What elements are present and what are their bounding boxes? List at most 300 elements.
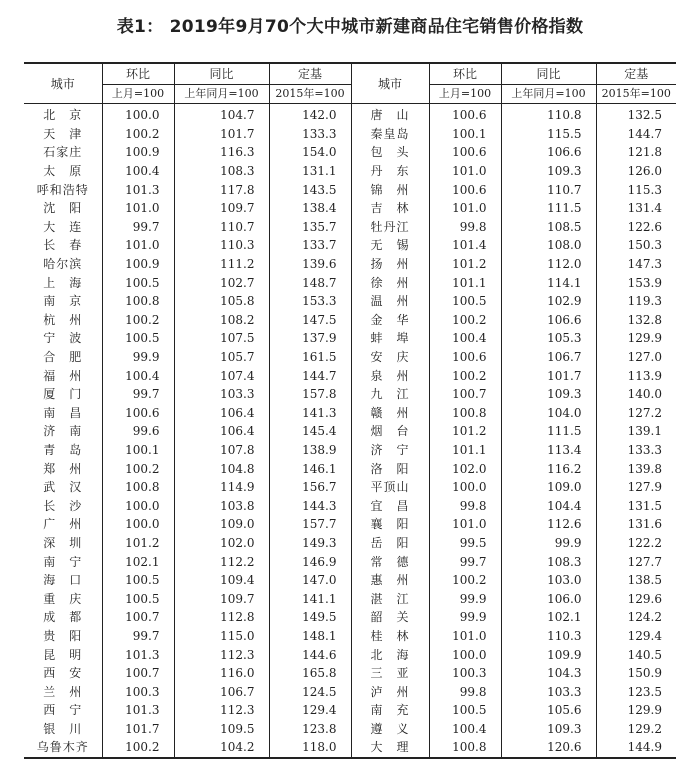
cell-yoy-left: 107.4 xyxy=(174,366,269,385)
cell-mom-left: 101.0 xyxy=(102,236,174,255)
cell-mom-left: 100.2 xyxy=(102,738,174,758)
cell-fixed-left: 124.5 xyxy=(269,682,351,701)
table-body xyxy=(24,104,676,758)
cell-mom-left: 100.5 xyxy=(102,273,174,292)
cell-city-right: 赣 州 xyxy=(351,404,429,423)
cell-city-left: 兰 州 xyxy=(43,684,83,699)
cell-fixed-left: 148.7 xyxy=(269,273,351,292)
table-row xyxy=(24,682,676,701)
cell-fixed-left: 153.3 xyxy=(269,292,351,311)
header-fixed-base-left: 2015年=100 xyxy=(269,85,351,104)
cell-city-right: 平顶山 xyxy=(351,478,429,497)
cell-yoy-left: 112.3 xyxy=(174,645,269,664)
cell-yoy-right: 116.2 xyxy=(501,459,596,478)
cell-mom-right: 99.7 xyxy=(429,552,501,571)
cell-mom-right: 99.8 xyxy=(429,682,501,701)
cell-yoy-left: 104.8 xyxy=(174,459,269,478)
cell-mom-left: 100.3 xyxy=(102,682,174,701)
table-row xyxy=(24,738,676,758)
cell-city-left: 石家庄 xyxy=(43,145,83,160)
cell-yoy-right: 110.8 xyxy=(501,104,596,125)
cell-mom-left: 100.4 xyxy=(102,366,174,385)
cell-city-left: 青 岛 xyxy=(43,442,83,457)
cell-fixed-left: 137.9 xyxy=(269,329,351,348)
cell-yoy-left: 106.7 xyxy=(174,682,269,701)
cell-fixed-left: 147.5 xyxy=(269,311,351,330)
cell-mom-left: 100.5 xyxy=(102,589,174,608)
cell-city-right: 包 头 xyxy=(351,143,429,162)
cell-mom-right: 100.8 xyxy=(429,404,501,423)
cell-fixed-left: 138.9 xyxy=(269,441,351,460)
cell-mom-right: 101.4 xyxy=(429,236,501,255)
cell-fixed-left: 145.4 xyxy=(269,422,351,441)
cell-yoy-left: 108.3 xyxy=(174,162,269,181)
table-row xyxy=(24,385,676,404)
cell-city-left: 广 州 xyxy=(43,517,83,532)
table-row xyxy=(24,329,676,348)
cell-fixed-left: 156.7 xyxy=(269,478,351,497)
cell-yoy-left: 109.0 xyxy=(174,515,269,534)
cell-city-right: 三 亚 xyxy=(351,664,429,683)
cell-fixed-left: 146.9 xyxy=(269,552,351,571)
cell-city-right: 牡丹江 xyxy=(351,218,429,237)
cell-mom-right: 99.8 xyxy=(429,218,501,237)
cell-mom-right: 101.0 xyxy=(429,199,501,218)
cell-yoy-left: 106.4 xyxy=(174,404,269,423)
cell-yoy-left: 103.8 xyxy=(174,496,269,515)
table-row xyxy=(24,404,676,423)
cell-city-right: 桂 林 xyxy=(351,627,429,646)
cell-fixed-right: 127.7 xyxy=(596,552,676,571)
cell-city-left: 济 南 xyxy=(43,424,83,439)
cell-fixed-left: 139.6 xyxy=(269,255,351,274)
cell-fixed-right: 132.5 xyxy=(596,104,676,125)
cell-yoy-right: 108.5 xyxy=(501,218,596,237)
cell-city-left: 乌鲁木齐 xyxy=(36,740,89,755)
cell-yoy-left: 105.7 xyxy=(174,348,269,367)
cell-city-right: 烟 台 xyxy=(351,422,429,441)
price-index-table xyxy=(24,62,676,759)
cell-fixed-right: 147.3 xyxy=(596,255,676,274)
cell-mom-right: 100.2 xyxy=(429,311,501,330)
cell-fixed-right: 139.8 xyxy=(596,459,676,478)
cell-city-left: 南 京 xyxy=(43,294,83,309)
cell-city-right: 岳 阳 xyxy=(351,534,429,553)
cell-fixed-right: 121.8 xyxy=(596,143,676,162)
cell-mom-left: 101.3 xyxy=(102,701,174,720)
cell-city-right: 济 宁 xyxy=(351,441,429,460)
table-row xyxy=(24,348,676,367)
table-row xyxy=(24,236,676,255)
cell-mom-right: 101.0 xyxy=(429,627,501,646)
cell-mom-right: 100.0 xyxy=(429,645,501,664)
cell-city-left: 重 庆 xyxy=(43,591,83,606)
cell-fixed-right: 140.0 xyxy=(596,385,676,404)
cell-fixed-left: 133.7 xyxy=(269,236,351,255)
header-mom-base-left: 上月=100 xyxy=(102,85,174,104)
cell-fixed-right: 139.1 xyxy=(596,422,676,441)
cell-yoy-left: 102.0 xyxy=(174,534,269,553)
cell-fixed-right: 113.9 xyxy=(596,366,676,385)
cell-fixed-left: 131.1 xyxy=(269,162,351,181)
header-fixed-base-right: 2015年=100 xyxy=(596,85,676,104)
table-row xyxy=(24,496,676,515)
cell-yoy-left: 110.3 xyxy=(174,236,269,255)
cell-city-left: 昆 明 xyxy=(43,647,83,662)
cell-fixed-right: 129.9 xyxy=(596,329,676,348)
cell-yoy-left: 104.7 xyxy=(174,104,269,125)
cell-yoy-left: 107.5 xyxy=(174,329,269,348)
cell-yoy-right: 112.6 xyxy=(501,515,596,534)
cell-city-left: 海 口 xyxy=(43,573,83,588)
cell-fixed-right: 150.9 xyxy=(596,664,676,683)
table-row xyxy=(24,125,676,144)
cell-city-left: 天 津 xyxy=(43,126,83,141)
table-row xyxy=(24,441,676,460)
cell-yoy-left: 117.8 xyxy=(174,180,269,199)
header-yoy-base-right: 上年同月=100 xyxy=(501,85,596,104)
cell-yoy-right: 113.4 xyxy=(501,441,596,460)
cell-fixed-right: 127.9 xyxy=(596,478,676,497)
cell-mom-left: 100.0 xyxy=(102,515,174,534)
cell-yoy-left: 109.7 xyxy=(174,589,269,608)
cell-mom-right: 101.2 xyxy=(429,422,501,441)
cell-city-right: 吉 林 xyxy=(351,199,429,218)
table-row xyxy=(24,571,676,590)
table-row xyxy=(24,255,676,274)
cell-mom-left: 101.7 xyxy=(102,720,174,739)
cell-city-right: 宜 昌 xyxy=(351,496,429,515)
cell-city-right: 泉 州 xyxy=(351,366,429,385)
cell-fixed-right: 119.3 xyxy=(596,292,676,311)
cell-fixed-right: 129.6 xyxy=(596,589,676,608)
cell-city-right: 大 理 xyxy=(351,738,429,758)
cell-yoy-right: 102.9 xyxy=(501,292,596,311)
cell-yoy-left: 103.3 xyxy=(174,385,269,404)
cell-fixed-right: 122.6 xyxy=(596,218,676,237)
table-row xyxy=(24,273,676,292)
cell-mom-right: 99.9 xyxy=(429,608,501,627)
cell-mom-right: 100.2 xyxy=(429,571,501,590)
cell-mom-right: 100.0 xyxy=(429,478,501,497)
cell-yoy-left: 109.5 xyxy=(174,720,269,739)
cell-city-left: 宁 波 xyxy=(43,331,83,346)
cell-city-right: 北 海 xyxy=(351,645,429,664)
cell-fixed-right: 129.4 xyxy=(596,627,676,646)
cell-fixed-right: 129.9 xyxy=(596,701,676,720)
cell-city-left: 沈 阳 xyxy=(43,201,83,216)
cell-fixed-right: 127.2 xyxy=(596,404,676,423)
cell-city-left: 太 原 xyxy=(43,164,83,179)
cell-mom-right: 101.2 xyxy=(429,255,501,274)
cell-fixed-right: 131.4 xyxy=(596,199,676,218)
cell-fixed-right: 126.0 xyxy=(596,162,676,181)
cell-yoy-right: 109.9 xyxy=(501,645,596,664)
cell-city-right: 唐 山 xyxy=(351,104,429,125)
cell-yoy-left: 111.2 xyxy=(174,255,269,274)
cell-mom-left: 99.9 xyxy=(102,348,174,367)
cell-yoy-right: 114.1 xyxy=(501,273,596,292)
table-row xyxy=(24,478,676,497)
cell-yoy-left: 109.4 xyxy=(174,571,269,590)
cell-yoy-right: 109.3 xyxy=(501,162,596,181)
cell-mom-right: 100.1 xyxy=(429,125,501,144)
cell-fixed-left: 149.3 xyxy=(269,534,351,553)
cell-city-left: 贵 阳 xyxy=(43,628,83,643)
cell-yoy-right: 104.4 xyxy=(501,496,596,515)
cell-fixed-left: 147.0 xyxy=(269,571,351,590)
cell-city-left: 成 都 xyxy=(43,610,83,625)
cell-city-left: 上 海 xyxy=(43,275,83,290)
cell-yoy-right: 99.9 xyxy=(501,534,596,553)
cell-city-left: 杭 州 xyxy=(43,312,83,327)
cell-city-left: 南 宁 xyxy=(43,554,83,569)
cell-mom-left: 100.8 xyxy=(102,292,174,311)
cell-city-right: 常 德 xyxy=(351,552,429,571)
cell-fixed-left: 146.1 xyxy=(269,459,351,478)
cell-mom-right: 100.6 xyxy=(429,104,501,125)
cell-city-right: 蚌 埠 xyxy=(351,329,429,348)
cell-mom-right: 100.6 xyxy=(429,180,501,199)
cell-mom-right: 101.0 xyxy=(429,162,501,181)
cell-yoy-left: 102.7 xyxy=(174,273,269,292)
cell-fixed-left: 129.4 xyxy=(269,701,351,720)
cell-city-left: 银 川 xyxy=(43,721,83,736)
cell-fixed-right: 140.5 xyxy=(596,645,676,664)
cell-yoy-right: 112.0 xyxy=(501,255,596,274)
cell-city-left: 呼和浩特 xyxy=(36,182,89,197)
cell-yoy-left: 104.2 xyxy=(174,738,269,758)
cell-mom-left: 100.6 xyxy=(102,404,174,423)
cell-mom-left: 100.9 xyxy=(102,143,174,162)
table-row xyxy=(24,645,676,664)
table-row xyxy=(24,627,676,646)
cell-fixed-right: 131.5 xyxy=(596,496,676,515)
cell-mom-left: 99.7 xyxy=(102,218,174,237)
table-row xyxy=(24,218,676,237)
cell-mom-left: 100.0 xyxy=(102,496,174,515)
cell-mom-right: 100.2 xyxy=(429,366,501,385)
table-row xyxy=(24,162,676,181)
cell-yoy-right: 109.0 xyxy=(501,478,596,497)
cell-city-right: 九 江 xyxy=(351,385,429,404)
table-row xyxy=(24,552,676,571)
table-row xyxy=(24,515,676,534)
cell-city-right: 韶 关 xyxy=(351,608,429,627)
cell-yoy-right: 115.5 xyxy=(501,125,596,144)
table-row xyxy=(24,292,676,311)
header-city-right: 城市 xyxy=(351,63,429,104)
cell-fixed-right: 132.8 xyxy=(596,311,676,330)
cell-yoy-right: 106.7 xyxy=(501,348,596,367)
cell-mom-right: 100.5 xyxy=(429,292,501,311)
cell-mom-left: 100.9 xyxy=(102,255,174,274)
cell-fixed-left: 148.1 xyxy=(269,627,351,646)
cell-fixed-right: 131.6 xyxy=(596,515,676,534)
cell-fixed-right: 138.5 xyxy=(596,571,676,590)
cell-mom-left: 100.2 xyxy=(102,311,174,330)
table-row xyxy=(24,608,676,627)
cell-mom-right: 100.5 xyxy=(429,701,501,720)
cell-fixed-left: 149.5 xyxy=(269,608,351,627)
cell-city-left: 长 沙 xyxy=(43,498,83,513)
cell-fixed-left: 138.4 xyxy=(269,199,351,218)
cell-mom-right: 102.0 xyxy=(429,459,501,478)
cell-city-right: 惠 州 xyxy=(351,571,429,590)
cell-yoy-left: 116.0 xyxy=(174,664,269,683)
header-fixed-left: 定基 xyxy=(269,63,351,85)
cell-mom-right: 99.5 xyxy=(429,534,501,553)
cell-city-right: 洛 阳 xyxy=(351,459,429,478)
cell-fixed-right: 115.3 xyxy=(596,180,676,199)
cell-city-right: 遵 义 xyxy=(351,720,429,739)
cell-mom-left: 99.7 xyxy=(102,385,174,404)
cell-mom-right: 101.1 xyxy=(429,441,501,460)
cell-city-right: 锦 州 xyxy=(351,180,429,199)
header-fixed-right: 定基 xyxy=(596,63,676,85)
table-row xyxy=(24,311,676,330)
cell-yoy-left: 105.8 xyxy=(174,292,269,311)
table-title: 表1： 2019年9月70个大中城市新建商品住宅销售价格指数 xyxy=(116,17,584,37)
table-row xyxy=(24,664,676,683)
cell-city-right: 徐 州 xyxy=(351,273,429,292)
cell-city-right: 温 州 xyxy=(351,292,429,311)
table-row xyxy=(24,199,676,218)
cell-fixed-left: 142.0 xyxy=(269,104,351,125)
cell-city-left: 厦 门 xyxy=(43,387,83,402)
cell-fixed-right: 144.7 xyxy=(596,125,676,144)
cell-fixed-left: 144.3 xyxy=(269,496,351,515)
table-row xyxy=(24,589,676,608)
cell-mom-left: 102.1 xyxy=(102,552,174,571)
cell-city-left: 南 昌 xyxy=(43,405,83,420)
cell-fixed-left: 157.8 xyxy=(269,385,351,404)
cell-city-left: 大 连 xyxy=(43,219,83,234)
cell-city-right: 南 充 xyxy=(351,701,429,720)
table-row xyxy=(24,720,676,739)
cell-city-left: 哈尔滨 xyxy=(43,257,83,272)
cell-city-right: 安 庆 xyxy=(351,348,429,367)
cell-fixed-right: 150.3 xyxy=(596,236,676,255)
cell-yoy-left: 110.7 xyxy=(174,218,269,237)
cell-yoy-right: 109.3 xyxy=(501,720,596,739)
cell-fixed-left: 123.8 xyxy=(269,720,351,739)
cell-yoy-left: 116.3 xyxy=(174,143,269,162)
cell-fixed-right: 129.2 xyxy=(596,720,676,739)
cell-city-left: 西 宁 xyxy=(43,703,83,718)
cell-yoy-left: 108.2 xyxy=(174,311,269,330)
cell-yoy-left: 112.8 xyxy=(174,608,269,627)
cell-yoy-right: 106.0 xyxy=(501,589,596,608)
cell-mom-left: 100.7 xyxy=(102,608,174,627)
cell-yoy-right: 103.0 xyxy=(501,571,596,590)
table-row xyxy=(24,422,676,441)
cell-mom-left: 99.6 xyxy=(102,422,174,441)
cell-city-left: 北 京 xyxy=(43,108,83,123)
header-yoy-base-left: 上年同月=100 xyxy=(174,85,269,104)
cell-yoy-right: 104.3 xyxy=(501,664,596,683)
cell-mom-left: 100.2 xyxy=(102,459,174,478)
cell-city-left: 深 圳 xyxy=(43,535,83,550)
cell-fixed-left: 144.7 xyxy=(269,366,351,385)
cell-mom-left: 100.1 xyxy=(102,441,174,460)
cell-city-right: 金 华 xyxy=(351,311,429,330)
cell-yoy-right: 110.3 xyxy=(501,627,596,646)
cell-yoy-right: 105.3 xyxy=(501,329,596,348)
header-city-left: 城市 xyxy=(24,63,102,104)
cell-mom-left: 100.0 xyxy=(102,104,174,125)
cell-city-left: 郑 州 xyxy=(43,461,83,476)
cell-city-right: 秦皇岛 xyxy=(351,125,429,144)
cell-yoy-right: 105.6 xyxy=(501,701,596,720)
table-row xyxy=(24,104,676,125)
cell-yoy-right: 106.6 xyxy=(501,143,596,162)
cell-yoy-right: 111.5 xyxy=(501,199,596,218)
cell-yoy-left: 114.9 xyxy=(174,478,269,497)
cell-mom-left: 101.0 xyxy=(102,199,174,218)
cell-yoy-right: 102.1 xyxy=(501,608,596,627)
cell-fixed-right: 144.9 xyxy=(596,738,676,758)
cell-mom-right: 100.4 xyxy=(429,329,501,348)
cell-yoy-right: 104.0 xyxy=(501,404,596,423)
cell-fixed-left: 143.5 xyxy=(269,180,351,199)
cell-yoy-right: 111.5 xyxy=(501,422,596,441)
cell-mom-right: 99.8 xyxy=(429,496,501,515)
table-header xyxy=(24,63,676,104)
cell-city-right: 泸 州 xyxy=(351,682,429,701)
table-row xyxy=(24,180,676,199)
cell-yoy-left: 109.7 xyxy=(174,199,269,218)
cell-yoy-right: 108.3 xyxy=(501,552,596,571)
cell-city-left: 合 肥 xyxy=(43,350,83,365)
cell-city-right: 丹 东 xyxy=(351,162,429,181)
table-row xyxy=(24,534,676,553)
table-row xyxy=(24,143,676,162)
cell-mom-right: 100.3 xyxy=(429,664,501,683)
cell-fixed-right: 122.2 xyxy=(596,534,676,553)
cell-mom-left: 101.3 xyxy=(102,180,174,199)
cell-fixed-left: 135.7 xyxy=(269,218,351,237)
header-mom-left: 环比 xyxy=(102,63,174,85)
table-row xyxy=(24,701,676,720)
cell-mom-left: 100.7 xyxy=(102,664,174,683)
table-row xyxy=(24,459,676,478)
cell-yoy-right: 106.6 xyxy=(501,311,596,330)
cell-city-left: 武 汉 xyxy=(43,480,83,495)
cell-city-left: 西 安 xyxy=(43,666,83,681)
cell-mom-left: 100.5 xyxy=(102,329,174,348)
cell-fixed-left: 144.6 xyxy=(269,645,351,664)
cell-mom-right: 100.6 xyxy=(429,143,501,162)
cell-fixed-left: 157.7 xyxy=(269,515,351,534)
cell-city-right: 襄 阳 xyxy=(351,515,429,534)
cell-fixed-right: 127.0 xyxy=(596,348,676,367)
cell-yoy-right: 120.6 xyxy=(501,738,596,758)
cell-yoy-left: 107.8 xyxy=(174,441,269,460)
cell-fixed-right: 123.5 xyxy=(596,682,676,701)
cell-city-right: 无 锡 xyxy=(351,236,429,255)
cell-yoy-right: 109.3 xyxy=(501,385,596,404)
cell-yoy-right: 103.3 xyxy=(501,682,596,701)
cell-fixed-left: 154.0 xyxy=(269,143,351,162)
cell-yoy-right: 110.7 xyxy=(501,180,596,199)
header-mom-right: 环比 xyxy=(429,63,501,85)
cell-mom-right: 100.4 xyxy=(429,720,501,739)
cell-mom-right: 100.7 xyxy=(429,385,501,404)
header-yoy-right: 同比 xyxy=(501,63,596,85)
cell-fixed-left: 141.1 xyxy=(269,589,351,608)
cell-yoy-left: 112.2 xyxy=(174,552,269,571)
